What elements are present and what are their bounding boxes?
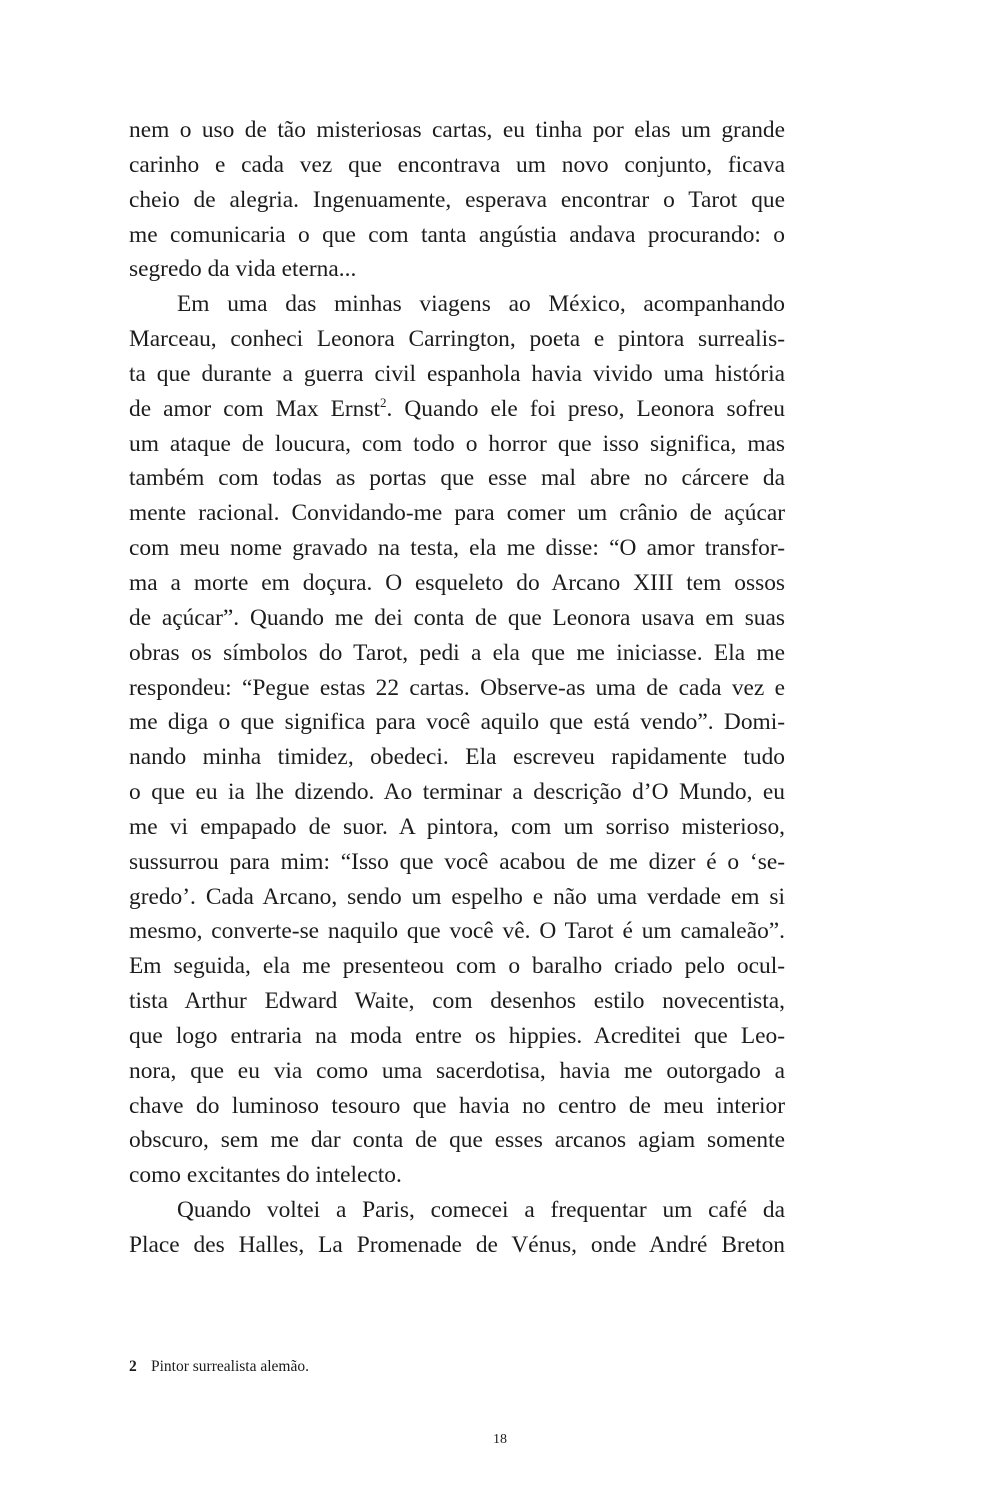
text-line: mesmo, converte-se naquilo que você vê. O Tarot é um camaleão”. xyxy=(129,918,785,945)
text-line-with-footnote-ref xyxy=(129,392,785,427)
text-line: nando minha timidez, obedeci. Ela escreveu rapidamente tudo xyxy=(129,744,785,771)
text-line: de açúcar”. Quando me dei conta de que Leonora usava em suas xyxy=(129,604,785,631)
footnote-reference[interactable]: 2 xyxy=(379,394,387,410)
text-segment: . Quando ele foi preso, Leonora sofreu xyxy=(386,395,785,422)
text-line: obras os símbolos do Tarot, pedi a ela que me iniciasse. Ela me xyxy=(129,639,785,666)
text-line: tista Arthur Edward Waite, com desenhos estilo novecentista, xyxy=(129,988,785,1015)
text-line: obscuro, sem me dar conta de que esses arcanos agiam somente xyxy=(129,1127,785,1154)
text-line: gredo’. Cada Arcano, sendo um espelho e não uma verdade em si xyxy=(129,883,785,910)
page-number: 18 xyxy=(493,1432,507,1447)
text-line: nora, que eu via como uma sacerdotisa, havia me outorgado a xyxy=(129,1057,785,1084)
text-line: com meu nome gravado na testa, ela me disse: “O amor transfor- xyxy=(129,535,785,562)
text-line: Em seguida, ela me presenteou com o baralho criado pelo ocul- xyxy=(129,953,785,980)
text-line: que logo entraria na moda entre os hippies. Acreditei que Leo- xyxy=(129,1022,785,1049)
text-line: segredo da vida eterna... xyxy=(129,256,357,283)
text-line: Quando voltei a Paris, comecei a frequentar um café da xyxy=(177,1197,785,1224)
text-line: sussurrou para mim: “Isso que você acabou de me dizer é o ‘se- xyxy=(129,848,785,875)
text-line: um ataque de loucura, com todo o horror que isso significa, mas xyxy=(129,430,785,457)
body-text xyxy=(129,113,785,1263)
text-line: como excitantes do intelecto. xyxy=(129,1162,402,1189)
text-line: Place des Halles, La Promenade de Vénus, onde André Breton xyxy=(129,1232,785,1258)
footnote-text: Pintor surrealista alemão. xyxy=(151,1358,309,1375)
text-line: me comunicaria o que com tanta angústia andava procurando: o xyxy=(129,221,785,248)
text-line: carinho e cada vez que encontrava um novo conjunto, ficava xyxy=(129,151,785,178)
footnote-number: 2 xyxy=(129,1358,137,1375)
paragraph-2 xyxy=(129,287,785,1193)
text-line: Marceau, conheci Leonora Carrington, poeta e pintora surrealis- xyxy=(129,326,785,353)
text-line: chave do luminoso tesouro que havia no centro de meu interior xyxy=(129,1092,785,1119)
text-line: o que eu ia lhe dizendo. Ao terminar a descrição d’O Mundo, eu xyxy=(129,779,785,806)
text-line: mente racional. Convidando-me para comer um crânio de açúcar xyxy=(129,500,785,527)
text-line: também com todas as portas que esse mal abre no cárcere da xyxy=(129,465,785,492)
text-segment: de amor com Max Ernst xyxy=(129,395,380,422)
text-line: me vi empapado de suor. A pintora, com um sorriso misterioso, xyxy=(129,813,785,840)
paragraph-1 xyxy=(129,113,785,287)
footnote xyxy=(129,1357,309,1377)
text-line: respondeu: “Pegue estas 22 cartas. Observe-as uma de cada vez e xyxy=(129,674,785,701)
text-line: ma a morte em doçura. O esqueleto do Arcano XIII tem ossos xyxy=(129,569,785,596)
text-line: me diga o que significa para você aquilo que está vendo”. Domi- xyxy=(129,709,785,736)
text-line: cheio de alegria. Ingenuamente, esperava encontrar o Tarot que xyxy=(129,186,785,213)
paragraph-3 xyxy=(129,1193,785,1263)
text-line: Em uma das minhas viagens ao México, acompanhando xyxy=(177,291,785,318)
text-line: ta que durante a guerra civil espanhola havia vivido uma história xyxy=(129,360,785,387)
text-line: nem o uso de tão misteriosas cartas, eu tinha por elas um grande xyxy=(129,117,785,143)
